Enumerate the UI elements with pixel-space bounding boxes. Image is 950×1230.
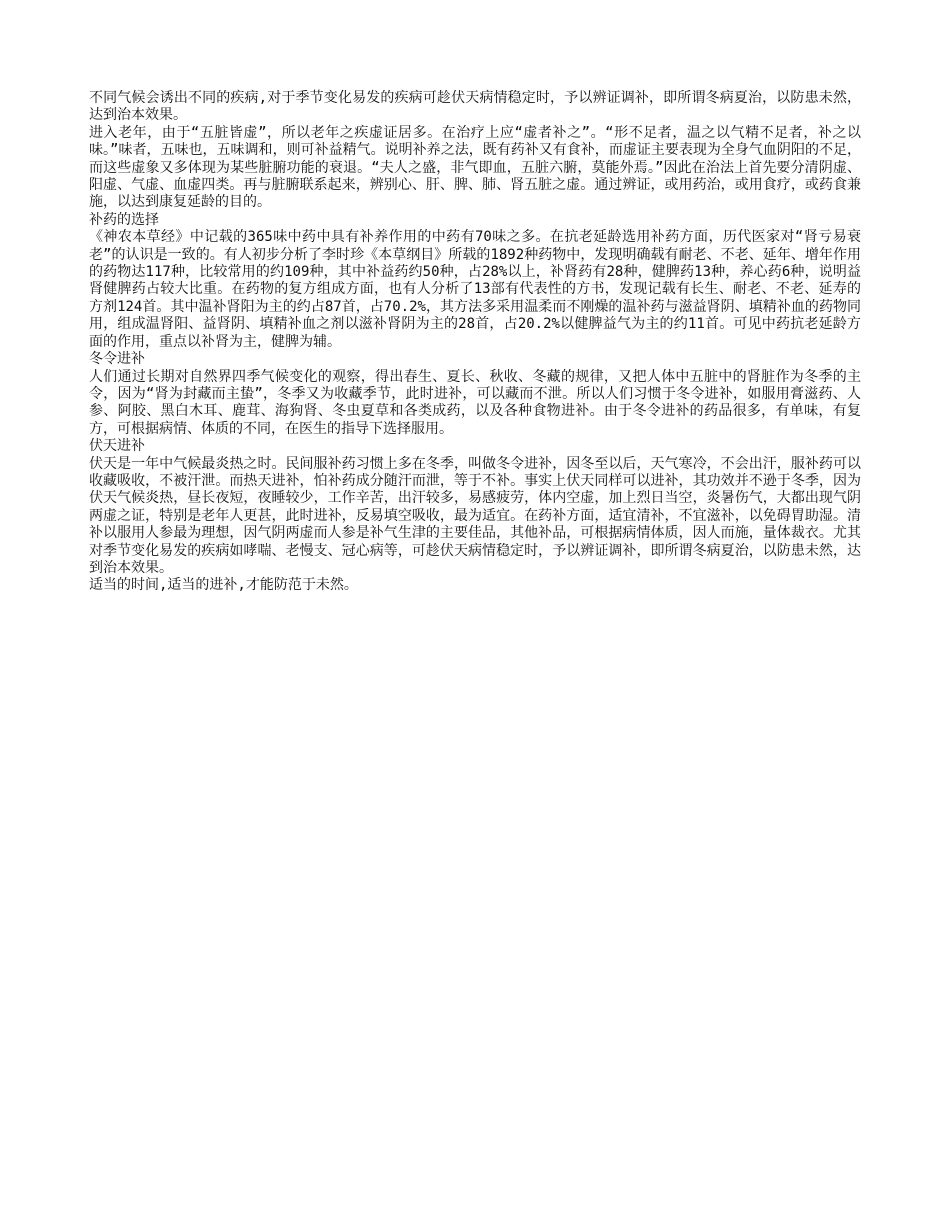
paragraph-closing: 适当的时间,适当的进补,才能防范于未然。 xyxy=(89,577,358,594)
heading-winter-tonic: 冬令进补 xyxy=(89,351,145,368)
heading-tonic-selection: 补药的选择 xyxy=(89,211,159,228)
heading-dog-days-tonic: 伏天进补 xyxy=(89,438,145,455)
paragraph-intro-seasonal-illness: 不同气候会诱出不同的疾病,对于季节变化易发的疾病可趁伏天病情稳定时，予以辨证调补，即所谓冬病夏治，以防患未然，达到治本效果。 xyxy=(89,90,861,124)
document-body xyxy=(89,90,861,595)
paragraph-dog-days-tonic: 伏天是一年中气候最炎热之时。民间服补药习惯上多在冬季，叫做冬令进补，因冬至以后，天气寒冷，不会出汗，服补药可以收藏吸收，不被汗泄。而热天进补，怕补药成分随汗而泄，等于不补。事实上伏天同样可以进补，其功效并不逊于冬季，因为伏天气候炎热，昼长夜短，夜睡较少，工作辛苦，出汗较多，易感疲劳，体内空虚，加上烈日当空，炎暑伤气，大都出现气阴两虚之证，特别是老年人更甚，此时进补，反易填空吸收，最为适宜。在药补方面，适宜清补，不宜滋补，以免碍胃助湿。清补以服用人参最为理想，因气阴两虚而人参是补气生津的主要佳品，其他补品，可根据病情体质，因人而施，量体裁衣。尤其对季节变化易发的疾病如哮喘、老慢支、冠心病等，可趁伏天病情稳定时，予以辨证调补，即所谓冬病夏治，以防患未然，达到治本效果。 xyxy=(89,455,861,576)
paragraph-winter-tonic: 人们通过长期对自然界四季气候变化的观察，得出春生、夏长、秋收、冬藏的规律，又把人体中五脏中的肾脏作为冬季的主令，因为“肾为封藏而主蛰”，冬季又为收藏季节，此时进补，可以藏而不泄。所以人们习惯于冬令进补，如服用膏滋药、人参、阿胶、黑白木耳、鹿茸、海狗肾、冬虫夏草和各类成药，以及各种食物进补。由于冬令进补的药品很多，有单味，有复方，可根据病情、体质的不同，在医生的指导下选择服用。 xyxy=(89,368,861,437)
paragraph-tonic-selection: 《神农本草经》中记载的365味中药中具有补养作用的中药有70味之多。在抗老延龄选用补药方面，历代医家对“肾亏易衰老”的认识是一致的。有人初步分析了李时珍《本草纲目》所载的1892种药物中，发现明确载有耐老、不老、延年、增年作用的药物达117种，比较常用的约109种，其中补益药约50种，占28%以上，补肾药有28种，健脾药13种，养心药6种，说明益肾健脾药占较大比重。在药物的复方组成方面，也有人分析了13部有代表性的方书，发现记载有长生、耐老、不老、延寿的方剂124首。其中温补肾阳为主的约占87首，占70.2%，其方法多采用温柔而不刚燥的温补药与滋益肾阴、填精补血的药物同用，组成温肾阳、益肾阴、填精补血之剂以滋补肾阴为主的28首，占20.2%以健脾益气为主的约11首。可见中药抗老延龄方面的作用，重点以补肾为主，健脾为辅。 xyxy=(89,229,861,350)
paragraph-elderly-deficiency: 进入老年，由于“五脏皆虚”，所以老年之疾虚证居多。在治疗上应“虚者补之”。“形不足者，温之以气精不足者，补之以味。”味者，五味也，五味调和，则可补益精气。说明补养之法，既有药补又有食补，而虚证主要表现为全身气血阴阳的不足，而这些虚象又多体现为某些脏腑功能的衰退。“夫人之盛，非气即血，五脏六腑，莫能外焉。”因此在治法上首先要分清阴虚、阳虚、气虚、血虚四类。再与脏腑联系起来，辨别心、肝、脾、肺、肾五脏之虚。通过辨证，或用药治，或用食疗，或药食兼施，以达到康复延龄的目的。 xyxy=(89,124,861,211)
